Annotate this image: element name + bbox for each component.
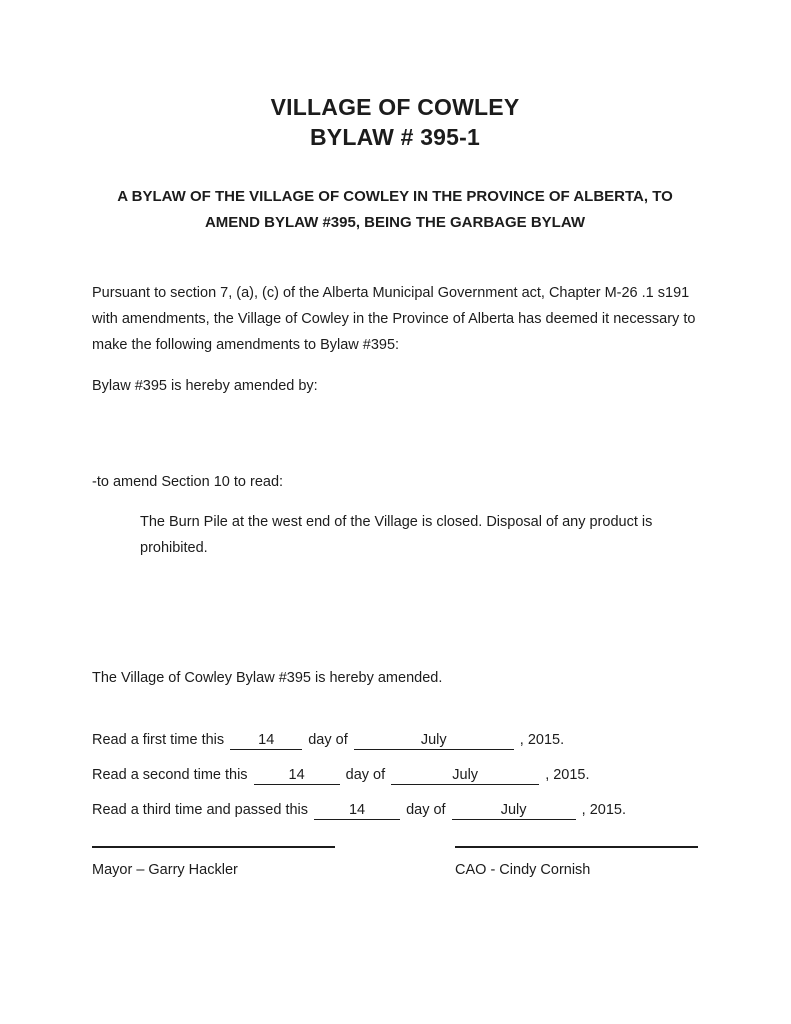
third-reading-day-value: 14 <box>348 802 366 818</box>
paragraph-amended-by: Bylaw #395 is hereby amended by: <box>92 377 318 394</box>
document-subtitle: A BYLAW OF THE VILLAGE OF COWLEY IN THE PROVINCE OF ALBERTA, TO AMEND BYLAW #395, BEING THE GARBAGE BYLAW <box>117 188 673 231</box>
second-reading-line <box>92 762 698 788</box>
mayor-signature-label: Mayor – Garry Hackler <box>92 862 238 878</box>
second-reading-middle: day of <box>345 767 386 783</box>
amend-detail-line: The Burn Pile at the west end of the Village is closed. Disposal of any product is prohibited. <box>140 514 653 556</box>
second-reading-day-value: 14 <box>288 767 305 783</box>
second-reading-month-value: July <box>452 767 479 783</box>
third-reading-month-blank <box>452 801 576 820</box>
third-reading-middle: day of <box>406 802 446 818</box>
cao-signature-block <box>455 846 698 878</box>
mayor-signature-block <box>92 846 335 878</box>
second-reading-prefix: Read a second time this <box>92 767 248 783</box>
third-reading-month-value: July <box>500 802 527 818</box>
reading-lines <box>92 727 698 823</box>
third-reading-prefix: Read a third time and passed this <box>92 802 309 818</box>
first-reading-month-blank <box>354 731 514 750</box>
second-reading-suffix: , 2015. <box>545 767 590 783</box>
third-reading-suffix: , 2015. <box>581 802 626 818</box>
first-reading-suffix: , 2015. <box>519 732 565 748</box>
first-reading-middle: day of <box>308 732 348 748</box>
first-reading-day-value: 14 <box>258 732 275 748</box>
amend-section-line: -to amend Section 10 to read: <box>92 473 284 490</box>
second-reading-day-blank <box>254 766 340 785</box>
second-reading-month-blank <box>391 766 539 785</box>
first-reading-month-value: July <box>420 732 447 748</box>
title-line-1: VILLAGE OF COWLEY <box>270 94 520 120</box>
third-reading-line <box>92 797 698 823</box>
cao-signature-label: CAO - Cindy Cornish <box>455 862 591 878</box>
third-reading-day-blank <box>314 801 400 820</box>
paragraph-pursuant: Pursuant to section 7, (a), (c) of the Alberta Municipal Government act, Chapter M-26 .1 s191 with amendments, the Village of Cowley in the Province of Alberta has deemed it necessary to make the following amendments to Bylaw #395: <box>92 285 696 353</box>
document-title <box>92 92 698 152</box>
first-reading-line <box>92 727 698 753</box>
cao-signature-line <box>455 846 698 848</box>
signature-row <box>92 846 698 878</box>
amended-statement: The Village of Cowley Bylaw #395 is hereby amended. <box>92 670 443 686</box>
first-reading-day-blank <box>230 731 302 750</box>
title-line-2: BYLAW # 395-1 <box>309 124 481 150</box>
mayor-signature-line <box>92 846 335 848</box>
first-reading-prefix: Read a first time this <box>92 732 225 748</box>
